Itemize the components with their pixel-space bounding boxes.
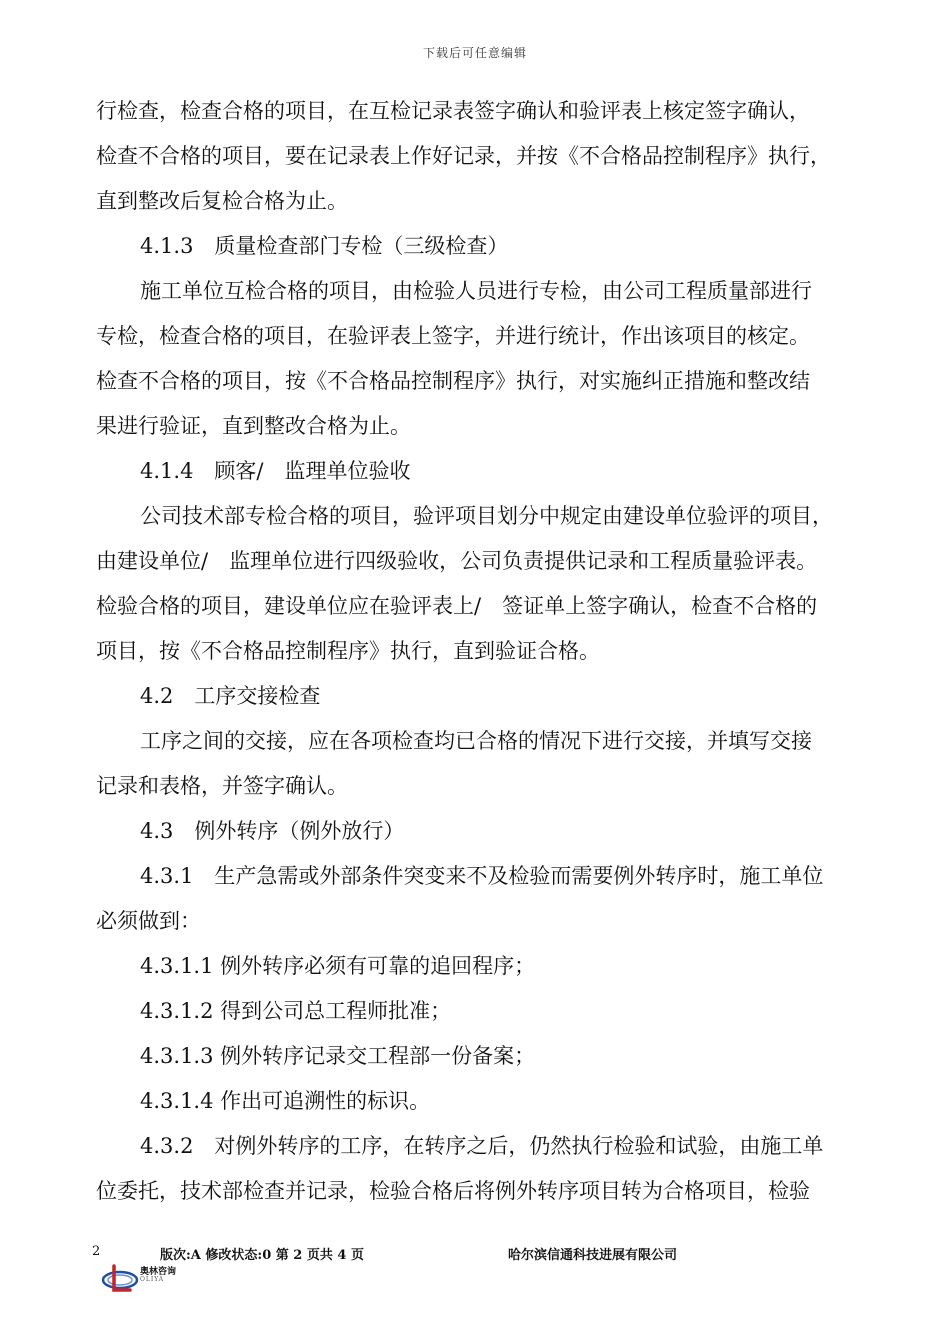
text-line: 必须做到：	[96, 909, 201, 933]
text-line: 检查不合格的项目，按《不合格品控制程序》执行，对实施纠正措施和整改结	[96, 369, 810, 393]
page-header: 下载后可任意编辑	[422, 46, 527, 60]
section-heading: 4.1.3 质量检查部门专检（三级检查）	[140, 234, 509, 258]
page-footer	[0, 1238, 950, 1328]
version-info: 版次:A 修改状态:0 第 2 页共 4 页	[160, 1248, 364, 1263]
list-item: 4.3.1.3 例外转序记录交工程部一份备案；	[140, 1044, 536, 1068]
text-line: 检查不合格的项目，要在记录表上作好记录，并按《不合格品控制程序》执行，	[96, 144, 831, 168]
text-line: 果进行验证，直到整改合格为止。	[96, 414, 411, 438]
company-name: 哈尔滨信通科技进展有限公司	[508, 1248, 678, 1263]
list-item: 4.3.1.2 得到公司总工程师批准；	[140, 999, 452, 1023]
text-line: 位委托，技术部检查并记录，检验合格后将例外转序项目转为合格项目，检验	[96, 1179, 810, 1203]
text-line: 专检，检查合格的项目，在验评表上签字，并进行统计，作出该项目的核定。	[96, 324, 810, 348]
text-line: 由建设单位/ 监理单位进行四级验收，公司负责提供记录和工程质量验评表。	[96, 549, 818, 573]
text-line: 检验合格的项目，建设单位应在验评表上/ 签证单上签字确认，检查不合格的	[96, 594, 818, 618]
page-number: 2	[92, 1244, 101, 1259]
list-item: 4.3.1.4 作出可追溯性的标识。	[140, 1089, 431, 1113]
text-line: 记录和表格，并签字确认。	[96, 774, 348, 798]
logo-text: 奥林咨询	[140, 1267, 177, 1277]
text-line: 4.3.1 生产急需或外部条件突变来不及检验而需要例外转序时，施工单位	[140, 864, 824, 888]
logo-icon	[100, 1260, 140, 1300]
text-line: 4.3.2 对例外转序的工序，在转序之后，仍然执行检验和试验，由施工单	[140, 1134, 824, 1158]
section-heading: 4.2 工序交接检查	[140, 684, 321, 708]
logo-subtext: OLIYA	[140, 1276, 165, 1283]
list-item: 4.3.1.1 例外转序必须有可靠的追回程序；	[140, 954, 536, 978]
text-line: 直到整改后复检合格为止。	[96, 189, 348, 213]
company-logo	[100, 1260, 190, 1316]
section-heading: 4.3 例外转序（例外放行）	[140, 819, 405, 843]
section-heading: 4.1.4 顾客/ 监理单位验收	[140, 459, 411, 483]
text-line: 施工单位互检合格的项目，由检验人员进行专检，由公司工程质量部进行	[140, 279, 812, 303]
text-line: 项目，按《不合格品控制程序》执行，直到验证合格。	[96, 639, 600, 663]
text-line: 行检查，检查合格的项目，在互检记录表签字确认和验评表上核定签字确认，	[96, 99, 810, 123]
text-line: 公司技术部专检合格的项目，验评项目划分中规定由建设单位验评的项目，	[140, 504, 833, 528]
text-line: 工序之间的交接，应在各项检查均已合格的情况下进行交接，并填写交接	[140, 729, 812, 753]
